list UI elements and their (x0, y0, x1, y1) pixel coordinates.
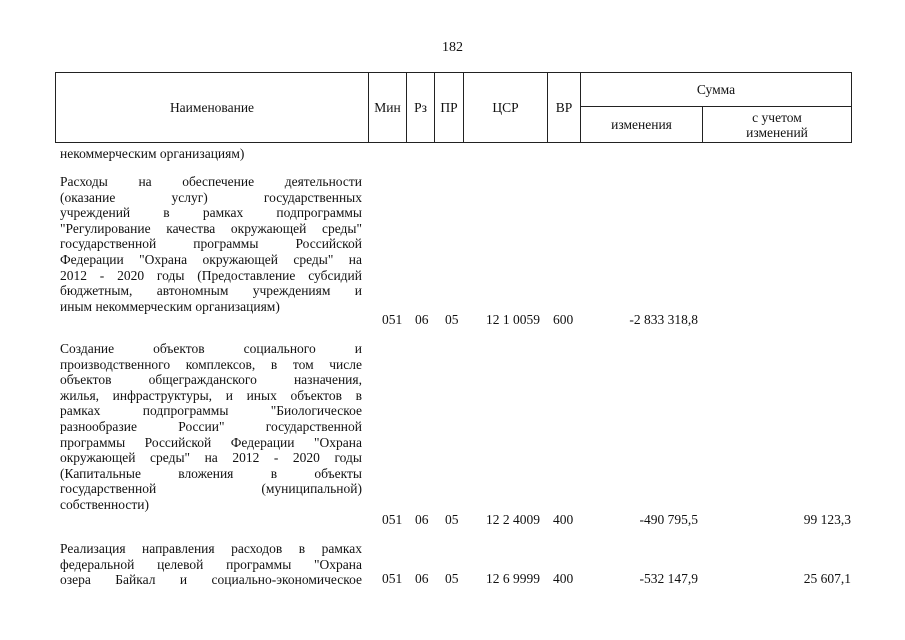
row-name-line: озера Байкал и социально-экономическое (60, 572, 362, 588)
row-vr: 400 (553, 512, 574, 527)
row-name (60, 541, 362, 588)
header-summa: Сумма (581, 73, 852, 107)
row-name-line: государственной программы Российской (60, 236, 362, 252)
row-name-line: Создание объектов социального и (60, 341, 362, 356)
row-change: -532 147,9 (639, 571, 698, 586)
row-name-line: учреждений в рамках подпрограммы (60, 205, 362, 221)
row-rz: 06 (415, 571, 429, 586)
header-vr: ВР (548, 73, 581, 143)
row-change: -490 795,5 (639, 512, 698, 527)
header-with-change (703, 107, 852, 143)
continued-text: некоммерческим организациям) (60, 146, 245, 161)
row-csr: 12 6 9999 (486, 571, 540, 586)
row-name-line: иным некоммерческим организациям) (60, 298, 280, 314)
header-with-change-line1: с учетом (752, 109, 802, 125)
row-name-line: разнообразие России" государственной (60, 418, 362, 434)
row-with-change: 99 123,3 (803, 512, 851, 527)
row-name-line: производственного комплексов, в том числе (60, 356, 362, 372)
row-name-line: "Регулирование качества окружающей среды" (60, 220, 362, 236)
row-rz: 06 (415, 312, 429, 327)
table-header (55, 72, 852, 143)
row-change: -2 833 318,8 (629, 312, 698, 327)
header-csr: ЦСР (464, 73, 548, 143)
header-change: изменения (581, 107, 703, 143)
row-with-change: 25 607,1 (803, 571, 851, 586)
row-name-line: Федерации "Охрана окружающей среды" на (60, 251, 362, 267)
header-min: Мин (369, 73, 407, 143)
row-name-line: 2012 - 2020 годы (Предоставление субсидий (60, 267, 362, 283)
header-rz: Рз (407, 73, 435, 143)
row-name-line: рамках подпрограммы "Биологическое (60, 403, 362, 419)
header-pr: ПР (435, 73, 464, 143)
page-number: 182 (442, 40, 463, 55)
row-min: 051 (382, 571, 403, 586)
row-name-line: собственности) (60, 496, 149, 512)
row-pr: 05 (445, 312, 459, 327)
row-rz: 06 (415, 512, 429, 527)
row-csr: 12 2 4009 (486, 512, 540, 527)
row-name-line: федеральной целевой программы "Охрана (60, 556, 362, 572)
row-name (60, 174, 362, 314)
row-name-line: бюджетным, автономным учреждениям и (60, 283, 362, 299)
row-vr: 600 (553, 312, 574, 327)
row-name-line: Реализация направления расходов в рамках (60, 541, 362, 556)
row-name-line: (оказание услуг) государственных (60, 189, 362, 205)
row-pr: 05 (445, 571, 459, 586)
row-min: 051 (382, 312, 403, 327)
row-min: 051 (382, 512, 403, 527)
row-name-line: государственной (муниципальной) (60, 481, 362, 497)
row-pr: 05 (445, 512, 459, 527)
row-vr: 400 (553, 571, 574, 586)
row-name-line: Расходы на обеспечение деятельности (60, 174, 362, 189)
header-name: Наименование (56, 73, 369, 143)
row-name (60, 341, 362, 513)
row-name-line: окружающей среды" на 2012 - 2020 годы (60, 450, 362, 466)
header-with-change-line2: изменений (746, 124, 808, 140)
row-csr: 12 1 0059 (486, 312, 540, 327)
row-name-line: жилья, инфраструктуры, и иных объектов в (60, 387, 362, 403)
row-name-line: программы Российской Федерации "Охрана (60, 434, 362, 450)
row-name-line: (Капитальные вложения в объекты (60, 465, 362, 481)
row-name-line: объектов общегражданского назначения, (60, 372, 362, 388)
